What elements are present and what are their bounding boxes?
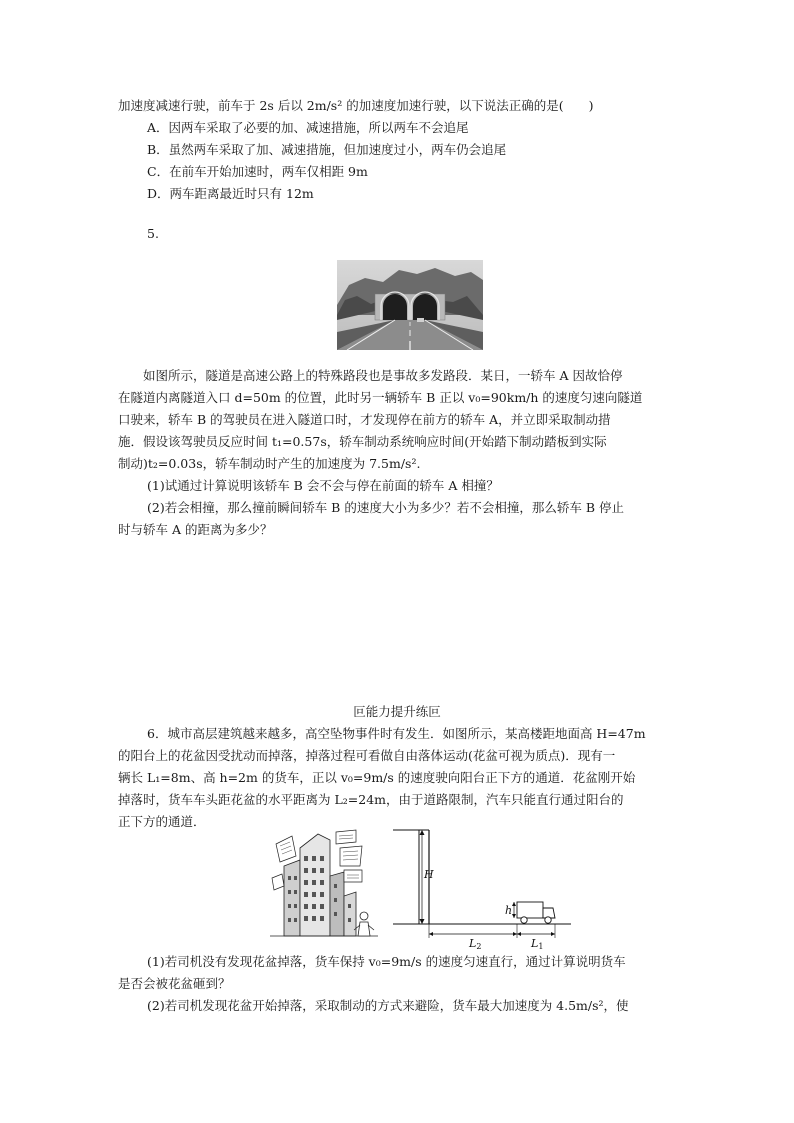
- length-label-L1: L1: [531, 937, 544, 950]
- q6-sub2: (2)若司机发现花盆开始掉落，采取制动的方式来避险，货车最大加速度为 4.5m/s²，使: [147, 998, 629, 1013]
- height-label-h: h: [505, 904, 513, 917]
- high-rise-cartoon: [270, 826, 378, 944]
- section-title: 叵能力提升练叵: [353, 704, 441, 719]
- q6-sub1-line-2: 是否会被花盆砸到？: [118, 976, 231, 991]
- q5-paragraph-line-4: 施．假设该驾驶员反应时间 t₁=0.57s，轿车制动系统响应时间(开始踏下制动踏板到实际: [118, 434, 607, 449]
- q5-sub2-line-1: (2)若会相撞，那么撞前瞬间轿车 B 的速度大小为多少？若不会相撞，那么轿车 B 停止: [147, 500, 624, 515]
- q6-paragraph-line-1: 6．城市高层建筑越来越多，高空坠物事件时有发生．如图所示，某高楼距地面高 H=47m: [147, 726, 646, 741]
- q5-sub2-line-2: 时与轿车 A 的距离为多少？: [118, 522, 273, 537]
- q6-paragraph-line-4: 掉落时，货车车头距花盆的水平距离为 L₂=24m，由于道路限制，汽车只能直行通过阳台的: [118, 792, 624, 807]
- q4-stem: 加速度减速行驶，前车于 2s 后以 2m/s² 的加速度加速行驶，以下说法正确的是( ): [118, 98, 594, 113]
- q4-option-c: C．在前车开始加速时，两车仅相距 9m: [147, 164, 368, 179]
- distance-label-L2: L2: [469, 937, 482, 950]
- tunnel-photo: [337, 260, 483, 350]
- q5-number: 5.: [147, 226, 159, 241]
- q6-paragraph-line-5: 正下方的通道．: [118, 814, 206, 829]
- free-fall-diagram: [393, 826, 571, 950]
- q5-paragraph-line-5: 制动)t₂=0.03s，轿车制动时产生的加速度为 7.5m/s².: [118, 456, 421, 471]
- q4-option-b: B．虽然两车采取了加、减速措施，但加速度过小，两车仍会追尾: [147, 142, 507, 157]
- q5-sub1: (1)试通过计算说明该轿车 B 会不会与停在前面的轿车 A 相撞？: [147, 478, 499, 493]
- height-label-H: H: [424, 868, 434, 881]
- q5-paragraph-line-2: 在隧道内离隧道入口 d=50m 的位置，此时另一辆轿车 B 正以 v₀=90km/h 的速度匀速向隧道: [118, 390, 643, 405]
- q4-option-d: D．两车距离最近时只有 12m: [147, 186, 314, 201]
- q5-paragraph-line-3: 口驶来，轿车 B 的驾驶员在进入隧道口时，才发现停在前方的轿车 A，并立即采取制动措: [118, 412, 611, 427]
- q6-paragraph-line-2: 的阳台上的花盆因受扰动而掉落，掉落过程可看做自由落体运动(花盆可视为质点)．现有一: [118, 748, 616, 763]
- q6-paragraph-line-3: 辆长 L₁=8m、高 h=2m 的货车，正以 v₀=9m/s 的速度驶向阳台正下方的通道．花盆刚开始: [118, 770, 636, 785]
- q5-paragraph-line-1: 如图所示，隧道是高速公路上的特殊路段也是事故多发路段．某日，一轿车 A 因故恰停: [118, 368, 623, 383]
- q6-sub1-line-1: (1)若司机没有发现花盆掉落，货车保持 v₀=9m/s 的速度匀速直行，通过计算说明货车: [147, 954, 626, 969]
- q4-option-a: A．因两车采取了必要的加、减速措施，所以两车不会追尾: [147, 120, 469, 135]
